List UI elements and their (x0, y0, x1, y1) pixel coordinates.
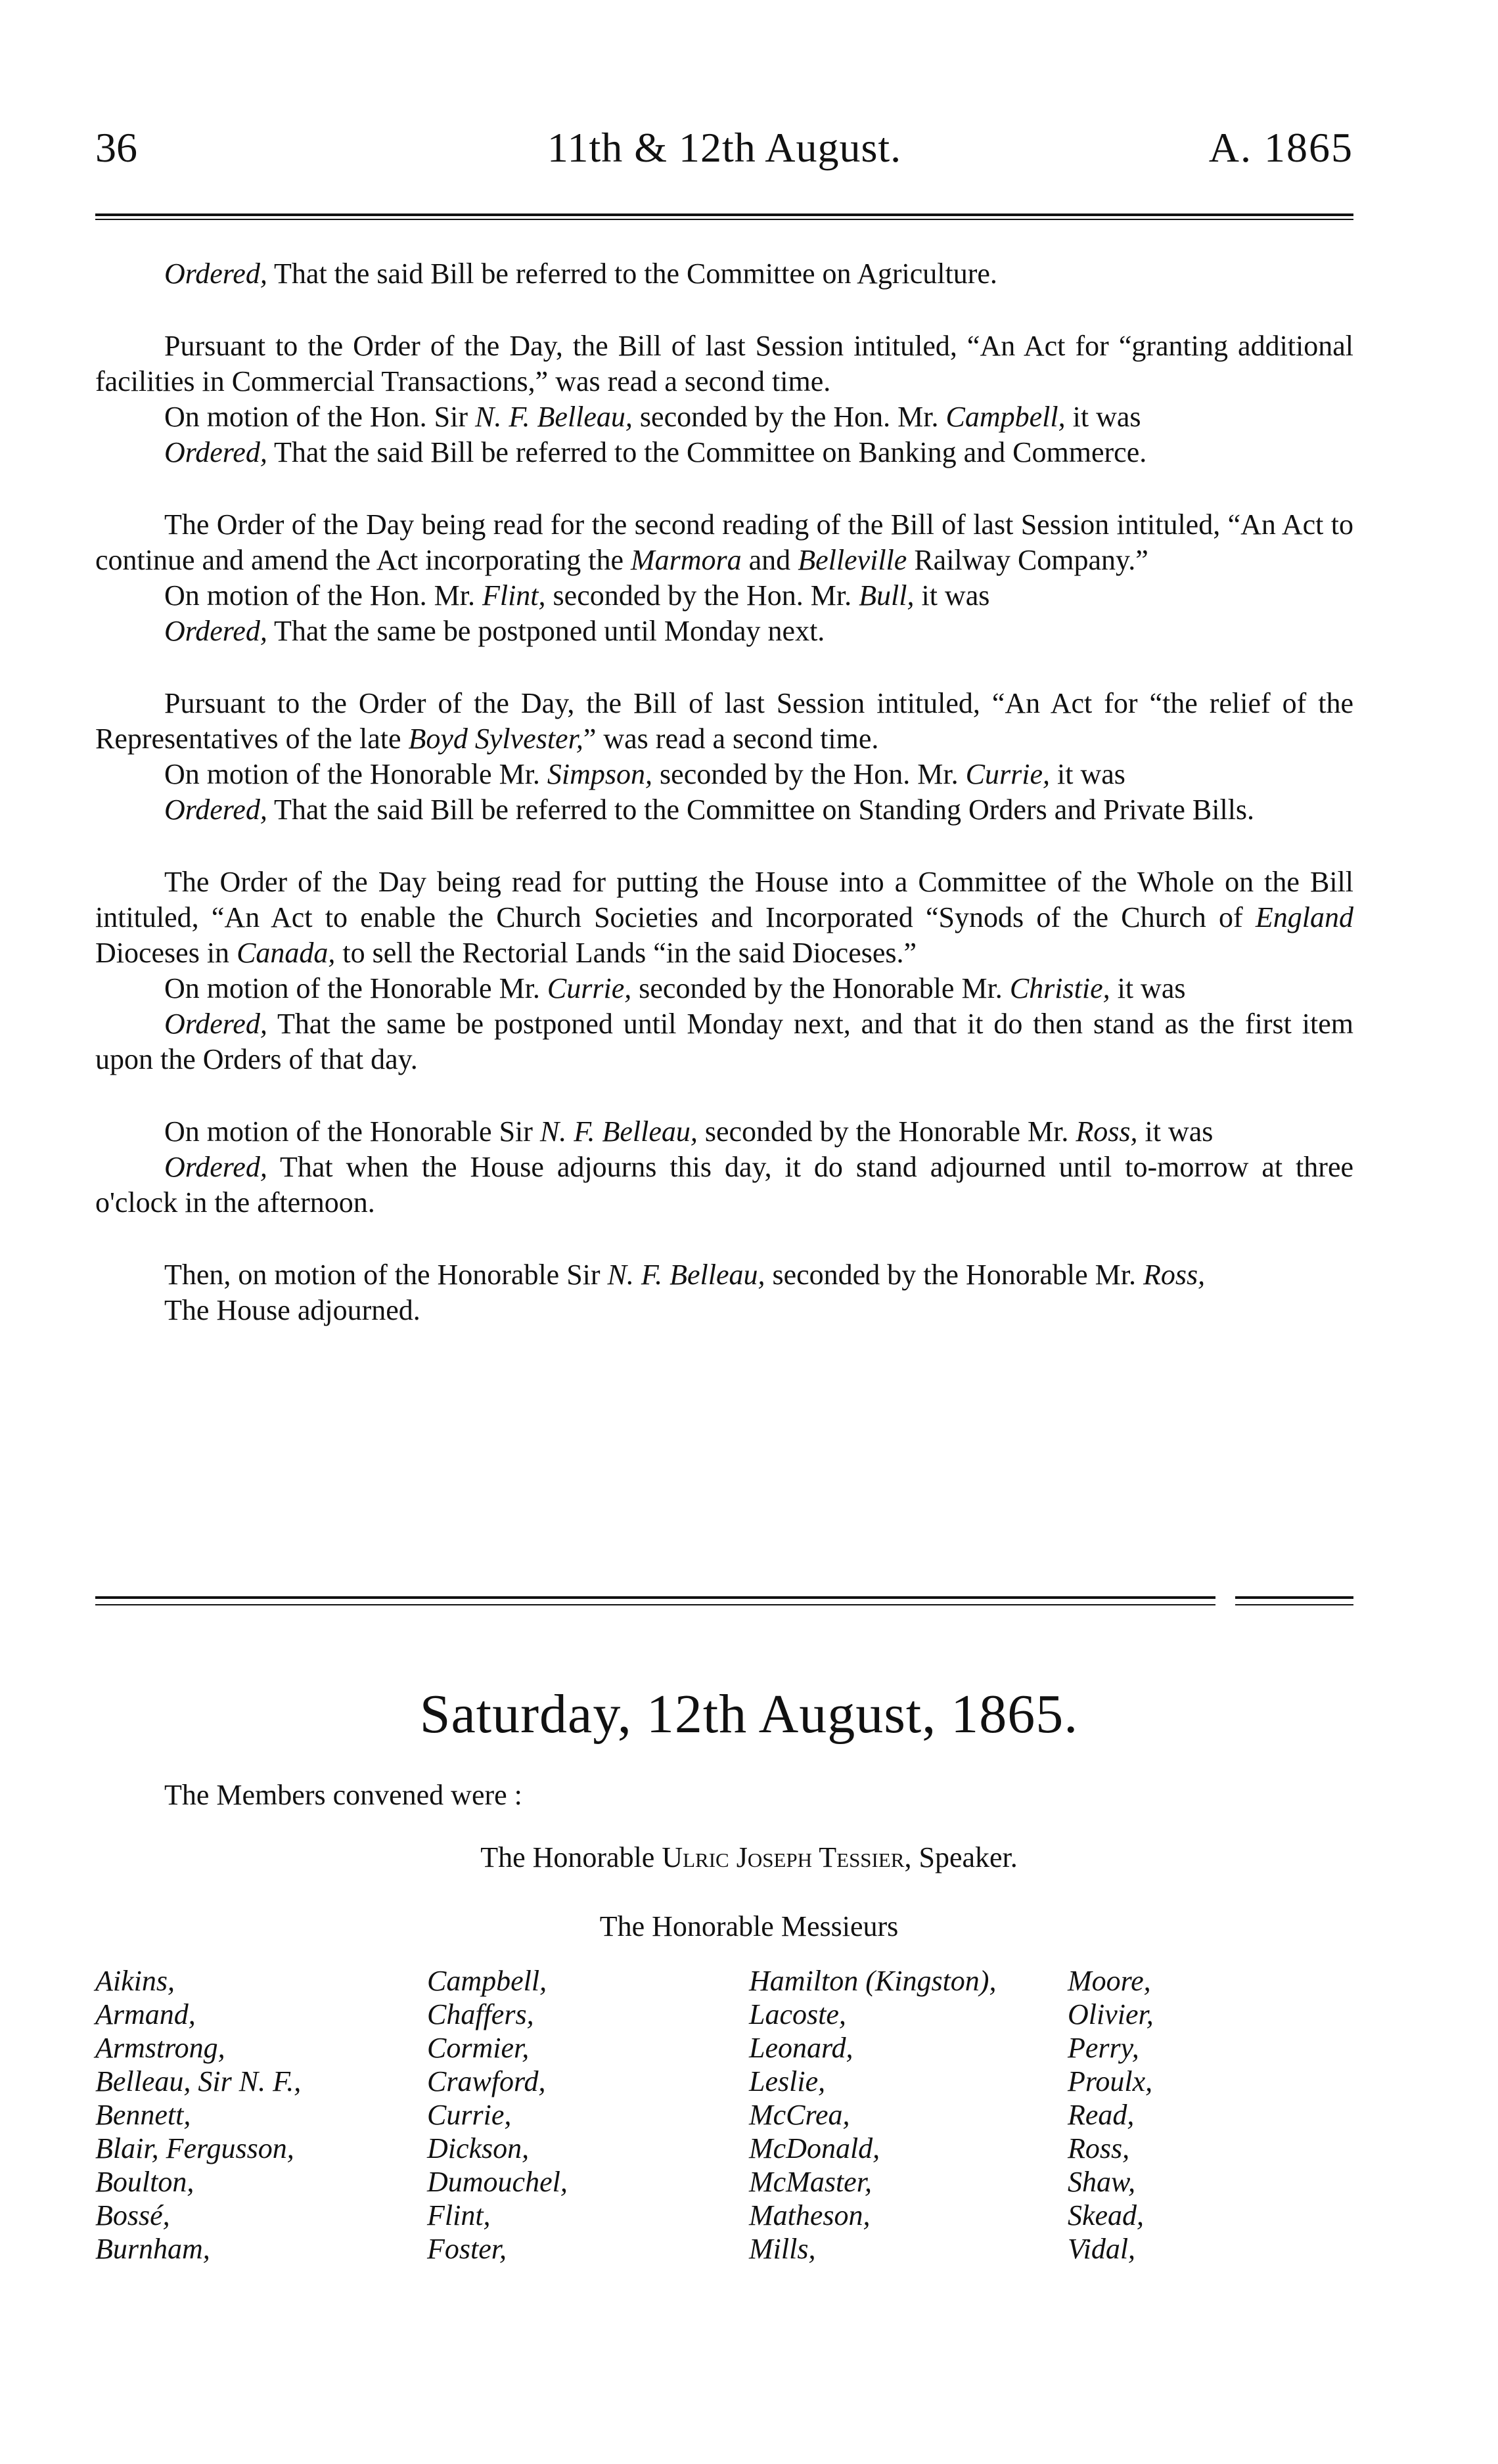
member-name: Ross, (1068, 2132, 1130, 2164)
entry-boyd-sylvester (95, 686, 1353, 828)
page-running-title: 11th & 12th August. (547, 124, 902, 171)
member-name: Perry, (1068, 2032, 1139, 2064)
entry-church-societies (95, 864, 1353, 1077)
order-line: Ordered, That the same be postponed until Monday next. (164, 615, 825, 647)
section-rule-right (1235, 1596, 1353, 1605)
header-rule (95, 213, 1353, 220)
proceedings-text (95, 256, 1353, 1365)
motion-line: On motion of the Honorable Mr. Simpson, seconded by the Hon. Mr. Currie, it was (164, 758, 1125, 790)
order-line: Ordered, That the said Bill be referred to the Committee on Standing Orders and Private Bills. (164, 794, 1255, 826)
speaker-line: The Honorable Ulric Joseph Tessier, Speaker. (480, 1841, 1018, 1873)
member-name: Skead, (1068, 2199, 1145, 2231)
entry-marmora-railway (95, 507, 1353, 649)
member-name: Lacoste, (749, 1998, 846, 2030)
motion-line: Then, on motion of the Honorable Sir N. F. Belleau, seconded by the Honorable Mr. Ross, (164, 1259, 1206, 1291)
members-column-4 (1068, 1964, 1154, 2266)
page-header (95, 112, 1353, 184)
members-convened: The Members convened were : (164, 1779, 522, 1811)
members-column-3 (749, 1964, 996, 2266)
motion-line: On motion of the Hon. Sir N. F. Belleau, seconded by the Hon. Mr. Campbell, it was (164, 401, 1141, 433)
member-name: Chaffers, (427, 1998, 534, 2030)
member-name: Blair, Fergusson, (95, 2132, 294, 2164)
entry-house-adjourned (95, 1257, 1353, 1328)
member-name: Flint, (427, 2199, 491, 2231)
member-name: Currie, (427, 2099, 512, 2131)
page-number: 36 (95, 124, 137, 171)
member-name: Read, (1068, 2099, 1135, 2131)
entry-adjournment-motion (95, 1114, 1353, 1221)
order-line: Ordered, That the same be postponed until Monday next, and that it do then stand as the first item upon the Orders of that day. (95, 1008, 1353, 1075)
member-name: Cormier, (427, 2032, 530, 2064)
messieurs-heading: The Honorable Messieurs (599, 1910, 899, 1942)
member-name: Leslie, (749, 2065, 826, 2097)
member-name: Leonard, (749, 2032, 853, 2064)
member-name: Aikins, (95, 1965, 175, 1997)
member-name: Mills, (749, 2233, 816, 2265)
member-name: Foster, (427, 2233, 507, 2265)
entry-text: Pursuant to the Order of the Day, the Bill of last Session intituled, “An Act for “the relief of the Representatives of the late Boyd Sylvester,” was read a second time. (95, 687, 1353, 755)
member-name: Olivier, (1068, 1998, 1154, 2030)
member-name: Campbell, (427, 1965, 547, 1997)
member-name: Moore, (1068, 1965, 1151, 1997)
member-name: McDonald, (749, 2132, 880, 2164)
member-name: Armstrong, (95, 2032, 225, 2064)
sitting-date-title: Saturday, 12th August, 1865. (419, 1684, 1079, 1745)
member-name: Dumouchel, (427, 2166, 568, 2198)
page-year: A. 1865 (1208, 124, 1353, 171)
entry-text: Pursuant to the Order of the Day, the Bill of last Session intituled, “An Act for “granting additional facilities in Commercial Transactions,” was read a second time. (95, 330, 1353, 397)
motion-line: On motion of the Honorable Sir N. F. Belleau, seconded by the Honorable Mr. Ross, it was (164, 1115, 1214, 1148)
member-name: Shaw, (1068, 2166, 1136, 2198)
member-name: Vidal, (1068, 2233, 1136, 2265)
motion-line: On motion of the Hon. Mr. Flint, seconded by the Hon. Mr. Bull, it was (164, 579, 990, 612)
members-column-2 (427, 1964, 568, 2266)
member-name: Bennett, (95, 2099, 191, 2131)
members-column-1 (95, 1964, 301, 2266)
members-list (95, 1964, 1353, 2266)
member-name: Dickson, (427, 2132, 530, 2164)
member-name: Matheson, (749, 2199, 871, 2231)
member-name: Burnham, (95, 2233, 210, 2265)
member-name: Boulton, (95, 2166, 194, 2198)
order-line: Ordered, That the said Bill be referred to the Committee on Agriculture. (164, 258, 997, 290)
member-name: Armand, (95, 1998, 196, 2030)
adjourned-line: The House adjourned. (164, 1294, 420, 1326)
member-name: Bossé, (95, 2199, 170, 2231)
order-line: Ordered, That when the House adjourns this day, it do stand adjourned until to-morrow at three o'clock in the afternoon. (95, 1151, 1353, 1219)
member-name: Belleau, Sir N. F., (95, 2065, 302, 2097)
member-name: Proulx, (1068, 2065, 1153, 2097)
member-name: Hamilton (Kingston), (749, 1965, 997, 1997)
order-line: Ordered, That the said Bill be referred to the Committee on Banking and Commerce. (164, 436, 1147, 468)
section-rule-left (95, 1596, 1215, 1605)
member-name: Crawford, (427, 2065, 546, 2097)
entry-commercial-transactions (95, 328, 1353, 470)
entry-text: The Order of the Day being read for putting the House into a Committee of the Whole on the Bill intituled, “An Act to enable the Church Societies and Incorporated “Synods of the Church of England Dioceses in Canada, to sell the Rectorial Lands “in the said Dioceses.” (95, 866, 1353, 969)
entry-text: The Order of the Day being read for the second reading of the Bill of last Session intituled, “An Act to continue and amend the Act incorporating the Marmora and Belleville Railway Company.” (95, 508, 1353, 576)
member-name: McCrea, (749, 2099, 850, 2131)
entry-agriculture (95, 256, 1353, 292)
motion-line: On motion of the Honorable Mr. Currie, seconded by the Honorable Mr. Christie, it was (164, 972, 1186, 1004)
member-name: McMaster, (749, 2166, 872, 2198)
